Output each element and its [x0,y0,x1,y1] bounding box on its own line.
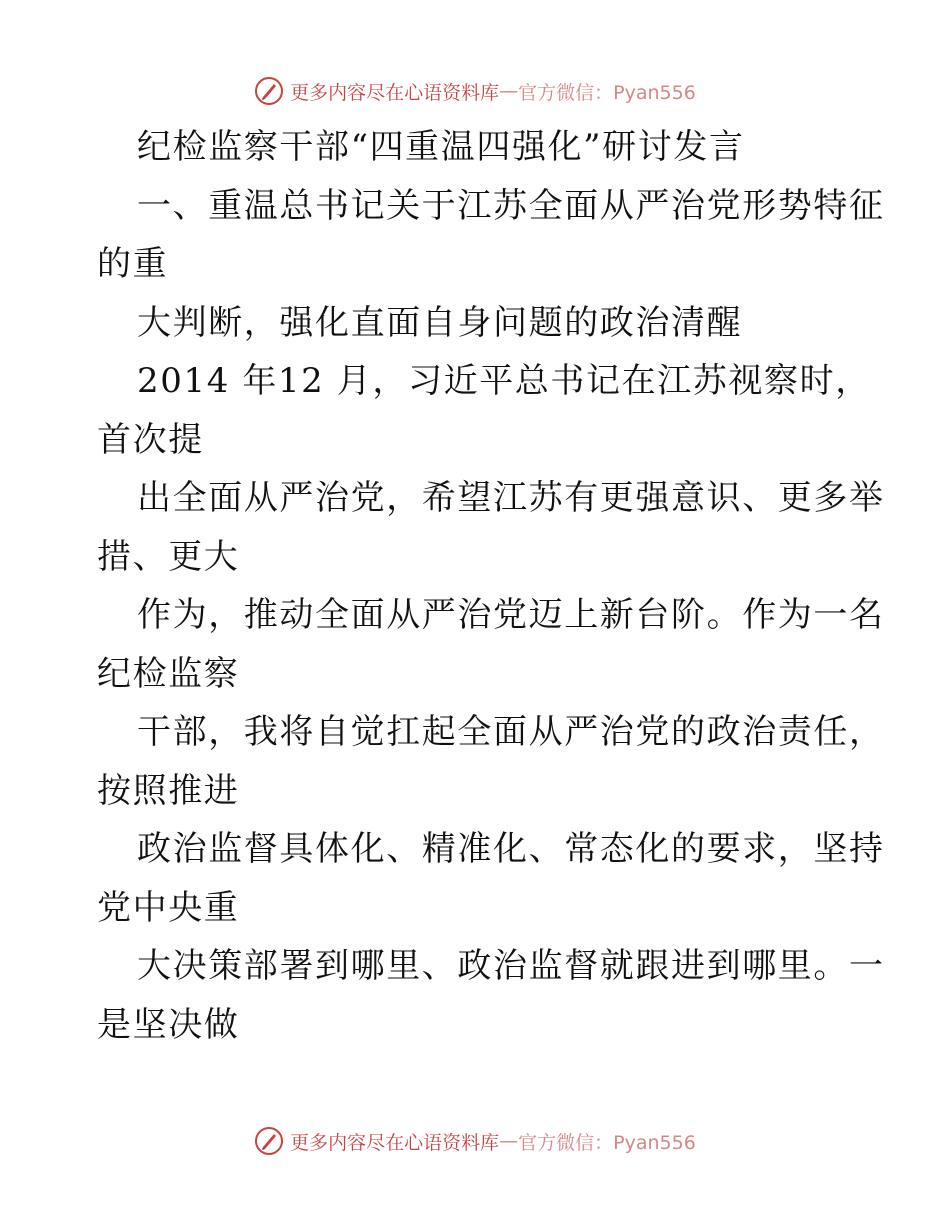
text-line: 首次提 [97,419,204,460]
watermark-main-text: 更多内容尽在心语资料库 [290,1131,500,1154]
feather-pen-seal-icon [254,1126,284,1156]
watermark-contact-text: 官方微信：Pyan556 [518,1131,696,1154]
feather-pen-seal-icon [254,76,284,106]
watermark-separator: — [499,1130,519,1152]
text-line: 大决策部署到哪里、政治监督就跟进到哪里。一 [137,946,885,986]
watermark-main-text: 更多内容尽在心语资料库 [290,81,500,104]
document-body [97,118,885,1054]
text-line: 出全面从严治党，希望江苏有更强意识、更多举 [137,478,885,518]
text-line: 干部，我将自觉扛起全面从严治党的政治责任， [137,712,885,752]
text-line: 措、更大 [97,536,240,577]
text-line: 党中央重 [97,887,240,928]
text-line: 作为，推动全面从严治党迈上新台阶。作为一名 [137,595,885,635]
text-line: 政治监督具体化、精准化、常态化的要求，坚持 [137,829,885,869]
document-title: 纪检监察干部“四重温四强化”研讨发言 [137,127,745,167]
text-line: 2014 年12 月，习近平总书记在江苏视察时， [137,361,871,401]
text-line: 纪检监察 [97,653,240,694]
text-line: 大判断，强化直面自身问题的政治清醒 [137,302,743,343]
text-line: 的重 [97,244,169,284]
text-line: 是坚决做 [97,1004,240,1045]
header-watermark [0,71,950,111]
text-line: 一、重温总书记关于江苏全面从严治党形势特征 [137,185,885,226]
footer-watermark [0,1121,950,1161]
watermark-separator: — [499,80,519,102]
text-line: 按照推进 [97,770,240,811]
watermark-contact-text: 官方微信：Pyan556 [518,81,696,104]
